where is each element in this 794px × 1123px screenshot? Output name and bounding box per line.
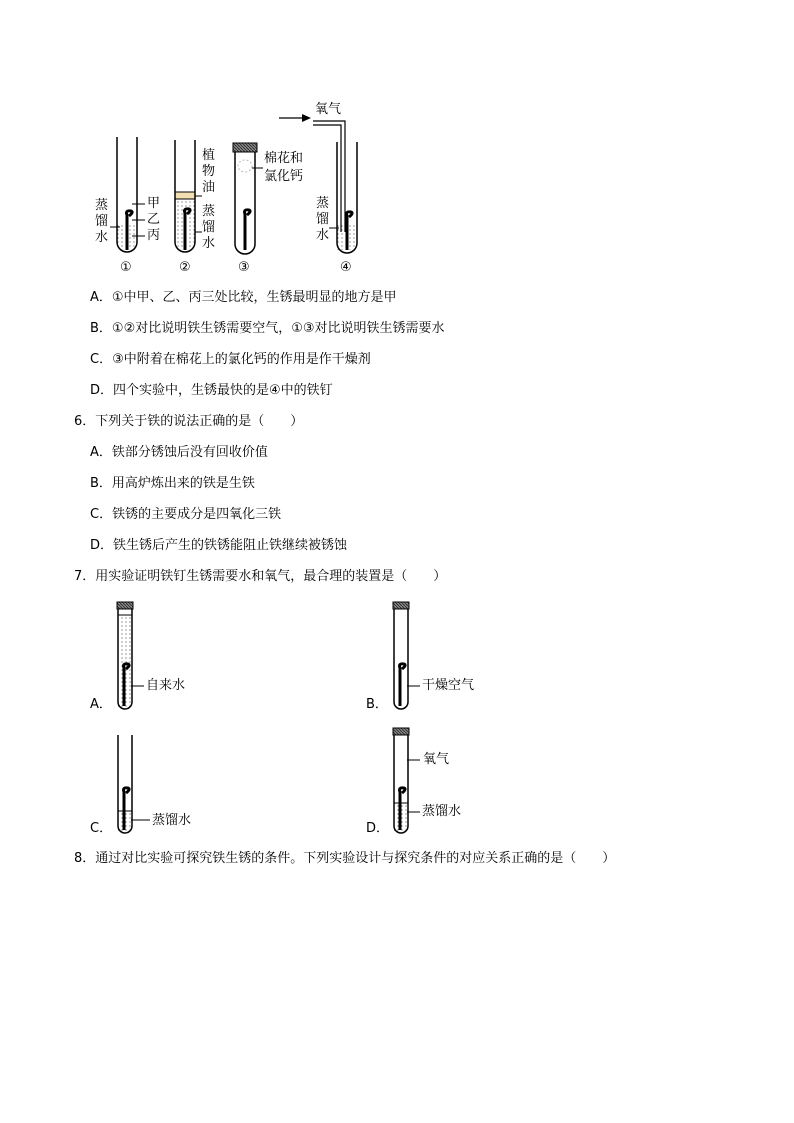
tube-number-1: ① [120,260,132,275]
oxygen-label-d: 氧气 [423,752,450,767]
q6-option-a: A．铁部分锈蚀后没有回收价值 [90,445,268,460]
distilled-water-label-1: 蒸馏水 [95,198,109,245]
q5-option-c: C．③中附着在棉花上的氯化钙的作用是作干燥剂 [90,352,371,367]
q5-option-d: D．四个实验中，生锈最快的是④中的铁钉 [90,383,333,398]
q7-option-d-letter: D． [366,821,390,836]
distilled-water-label-d: 蒸馏水 [422,804,462,819]
cotton-label-line2: 氯化钙 [264,169,304,184]
q5-option-b: B．①②对比说明铁生锈需要空气，①③对比说明铁生锈需要水 [90,321,445,336]
vegetable-oil-label: 植物油 [202,148,216,195]
distilled-water-label-c: 蒸馏水 [152,813,192,828]
q6-stem: 6．下列关于铁的说法正确的是（ ） [74,414,304,429]
tube-number-3: ③ [238,260,250,275]
q6-option-b: B．用高炉炼出来的铁是生铁 [90,476,255,491]
tube-number-2: ② [179,260,191,275]
q7-stem: 7．用实验证明铁钉生锈需要水和氧气，最合理的装置是（ ） [74,569,447,584]
distilled-water-label-4: 蒸馏水 [316,196,330,243]
q7-tube-b [393,602,420,709]
q7-option-c-letter: C． [90,821,113,836]
cotton-label-line1: 棉花和 [264,151,304,166]
tube-number-4: ④ [340,260,352,275]
q7-tube-a [117,602,144,709]
q8-stem: 8．通过对比实验可探究铁生锈的条件。下列实验设计与探究条件的对应关系正确的是（ ） [74,851,616,866]
mark-jia: 甲 [147,196,161,211]
tap-water-label: 自来水 [146,678,186,693]
dry-air-label: 干燥空气 [422,678,475,693]
q7-tube-d [393,728,420,833]
q7-option-a-letter: A． [90,697,112,712]
q7-tube-c [118,735,150,833]
distilled-water-label-2: 蒸馏水 [202,204,216,251]
q6-option-d: D．铁生锈后产生的铁锈能阻止铁继续被锈蚀 [90,538,348,553]
mark-yi: 乙 [147,212,161,227]
q5-option-a: A．①中甲、乙、丙三处比较，生锈最明显的地方是甲 [90,290,397,305]
q7-option-b-letter: B． [366,697,388,712]
mark-bing: 丙 [147,228,161,243]
q6-option-c: C．铁锈的主要成分是四氧化三铁 [90,507,282,522]
oxygen-label: 氧气 [315,102,342,117]
